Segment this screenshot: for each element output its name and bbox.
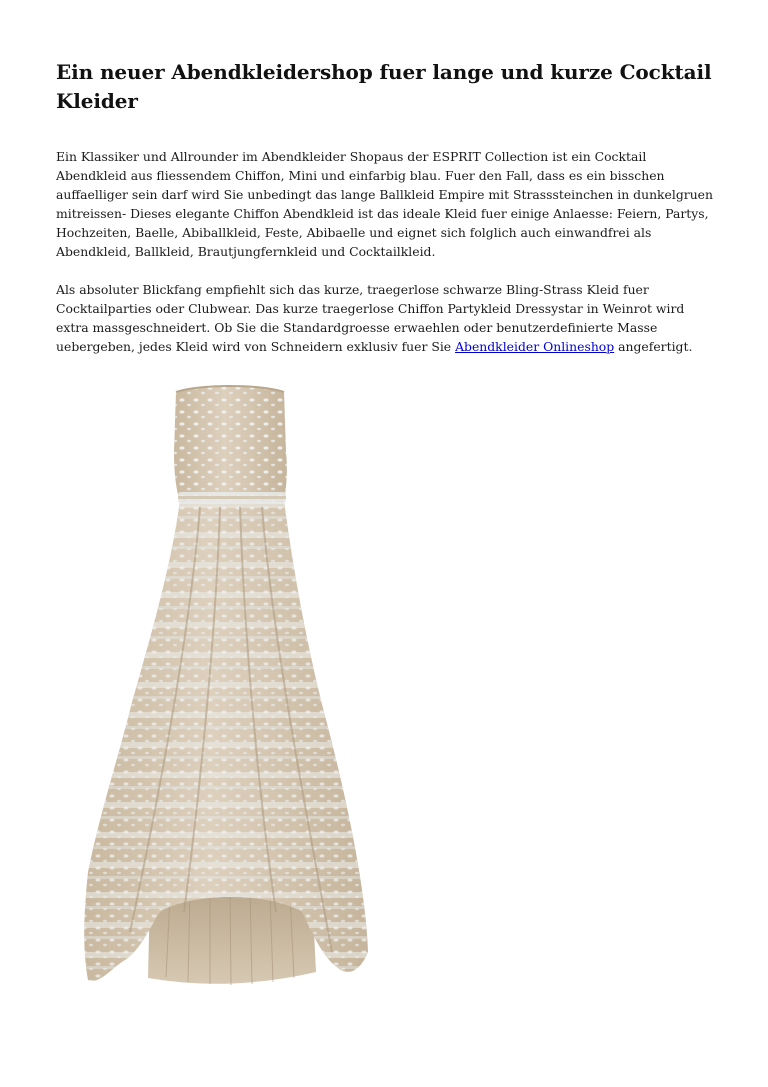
paragraph-2-text: Als absoluter Blickfang empfiehlt sich das kurze, traegerlose schwarze Bling-Strass Kleid fuer Cocktailparties oder Clubwear. Das kurze traegerlose Chiffon Partykleid Dressystar in Weinrot wird extra massgeschneidert. Ob Sie die Standardgroesse erwaehlen oder benutzerdefinierte Masse uebergeben, jedes Kleid wird von Schneidern exklusiv fuer Sie: [56, 282, 685, 355]
paragraph-2: [56, 281, 716, 357]
paragraph-1: Ein Klassiker und Allrounder im Abendkleider Shopaus der ESPRIT Collection ist ein Cocktail Abendkleid aus fliessendem Chiffon, Mini und einfarbig blau. Fuer den Fall, dass es ein bisschen auffaelliger sein darf wird Sie unbedingt das lange Ballkleid Empire mit Strasssteinchen in dunkelgruen mitreissen- Dieses elegante Chiffon Abendkleid ist das ideale Kleid fuer einige Anlaesse: Feiern, Partys, Hochzeiten, Baelle, Abiballkleid, Feste, Abibaelle und eignet sich folglich auch einwandfrei als Abendkleid, Ballkleid, Brautjungfernkleid und Cocktailkleid.: [56, 149, 714, 259]
dress-photo: [80, 372, 380, 1007]
paragraph-2-text-end: angefertigt.: [614, 339, 693, 355]
dress-illustration: [80, 372, 380, 1007]
document-title: Ein neuer Abendkleidershop fuer lange und kurze Cocktail Kleider: [56, 60, 712, 113]
abendkleider-onlineshop-link[interactable]: Abendkleider Onlineshop: [455, 339, 615, 355]
document-page: [56, 58, 716, 357]
